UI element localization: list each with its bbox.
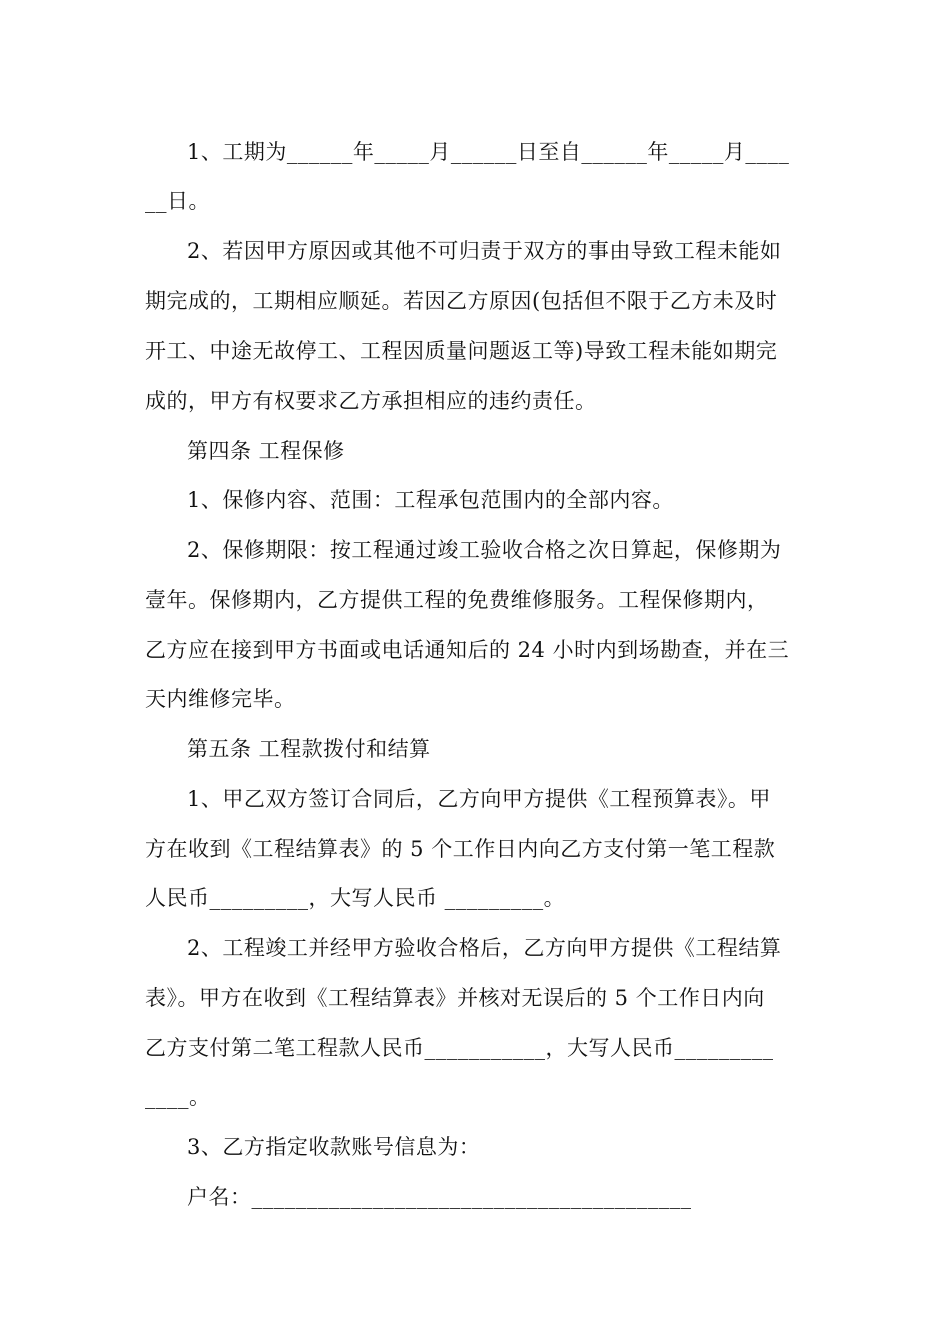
account-name-field: 户名：________________________________________ [187,1185,692,1209]
text-line: 2、保修期限：按工程通过竣工验收合格之次日算起，保修期为 [187,538,782,562]
text-line: 人民币_________，大写人民币 _________。 [145,886,566,910]
text-line: 1、工期为______年_____月______日至自______年_____月____ [187,140,790,164]
text-line: 乙方支付第二笔工程款人民币___________，大写人民币_________ [145,1036,774,1060]
text-line: 乙方应在接到甲方书面或电话通知后的 24 小时内到场勘查，并在三 [145,638,790,662]
text-line: ____。 [145,1085,211,1109]
text-line: 2、若因甲方原因或其他不可归责于双方的事由导致工程未能如 [187,239,782,263]
text-line: 成的，甲方有权要求乙方承担相应的违约责任。 [145,389,597,413]
section-heading: 第四条 工程保修 [187,439,345,463]
text-line: 表》。甲方在收到《工程结算表》并核对无误后的 5 个工作日内向 [145,986,765,1010]
text-line: 壹年。保修期内，乙方提供工程的免费维修服务。工程保修期内， [145,588,769,612]
text-line: 开工、中途无故停工、工程因质量问题返工等)导致工程未能如期完 [145,339,778,363]
text-line: 1、保修内容、范围：工程承包范围内的全部内容。 [187,488,674,512]
section-heading: 第五条 工程款拨付和结算 [187,737,431,761]
text-line: 方在收到《工程结算表》的 5 个工作日内向乙方支付第一笔工程款 [145,837,776,861]
text-line: 天内维修完毕。 [145,687,296,711]
text-line: 1、甲乙双方签订合同后，乙方向甲方提供《工程预算表》。甲 [187,787,771,811]
text-line: __日。 [145,189,210,213]
text-line: 2、工程竣工并经甲方验收合格后，乙方向甲方提供《工程结算 [187,936,782,960]
text-line: 3、乙方指定收款账号信息为： [187,1135,481,1159]
text-line: 期完成的，工期相应顺延。若因乙方原因(包括但不限于乙方未及时 [145,289,778,313]
